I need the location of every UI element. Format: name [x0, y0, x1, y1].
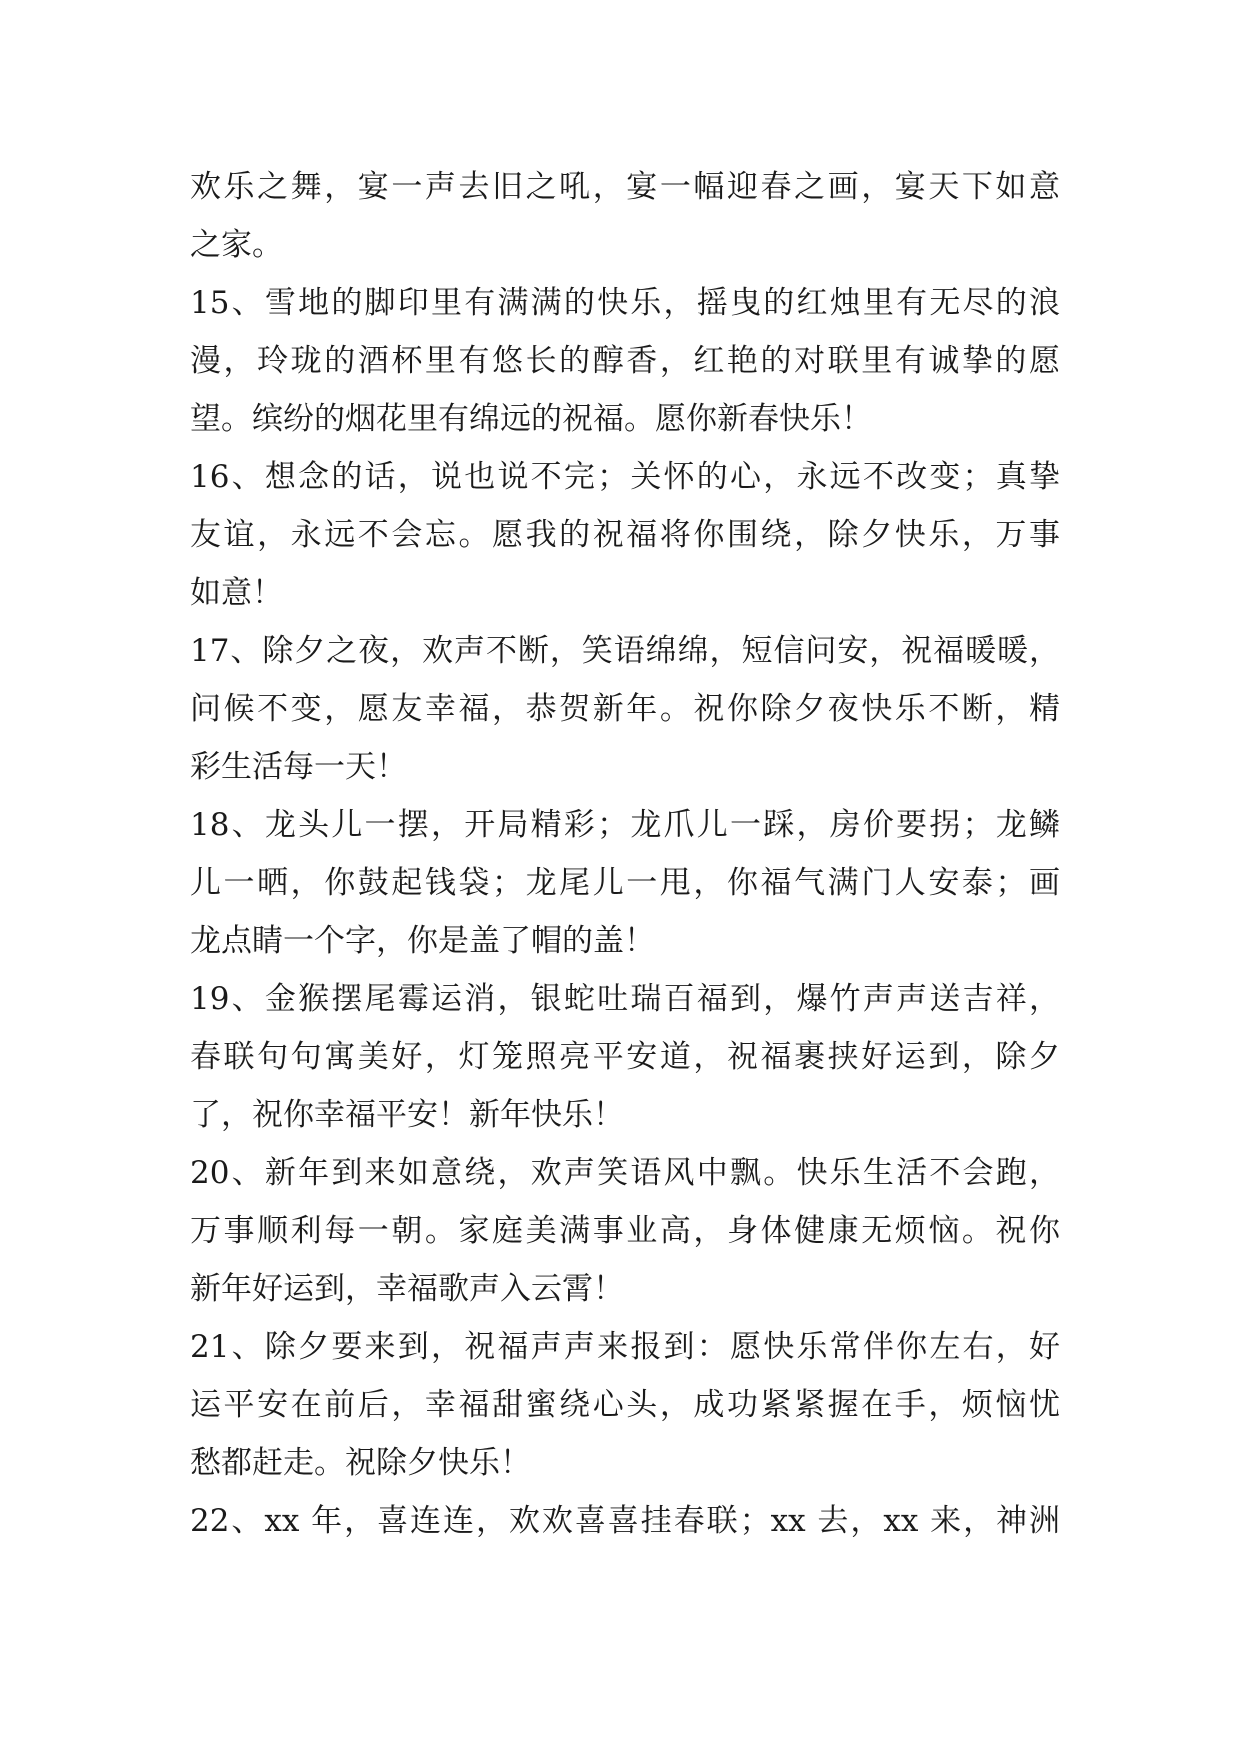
text-line: 16、想念的话，说也说不完；关怀的心，永远不改变；真挚 [190, 459, 1060, 495]
text-line: 漫，玲珑的酒杯里有悠长的醇香，红艳的对联里有诚挚的愿 [190, 343, 1060, 379]
text-line: 愁都赶走。祝除夕快乐！ [190, 1445, 531, 1481]
text-line: 望。缤纷的烟花里有绵远的祝福。愿你新春快乐！ [190, 401, 872, 437]
text-line: 欢乐之舞，宴一声去旧之吼，宴一幅迎春之画，宴天下如意 [190, 169, 1060, 205]
text-line: 21、除夕要来到，祝福声声来报到：愿快乐常伴你左右，好 [190, 1329, 1060, 1365]
text-line: 了，祝你幸福平安！新年快乐！ [190, 1097, 624, 1133]
text-line: 彩生活每一天！ [190, 749, 407, 785]
text-line: 运平安在前后，幸福甜蜜绕心头，成功紧紧握在手，烦恼忧 [190, 1387, 1060, 1423]
text-line: 新年好运到，幸福歌声入云霄！ [190, 1271, 624, 1307]
text-line: 龙点睛一个字，你是盖了帽的盖！ [190, 923, 655, 959]
text-line: 万事顺利每一朝。家庭美满事业高，身体健康无烦恼。祝你 [190, 1213, 1060, 1249]
text-line: 17、除夕之夜，欢声不断，笑语绵绵，短信问安，祝福暖暖， [190, 633, 1060, 669]
text-line: 春联句句寓美好，灯笼照亮平安道，祝福裹挟好运到，除夕 [190, 1039, 1060, 1075]
text-line: 如意！ [190, 575, 283, 611]
text-line: 15、雪地的脚印里有满满的快乐，摇曳的红烛里有无尽的浪 [190, 285, 1060, 321]
text-line: 19、金猴摆尾霉运消，银蛇吐瑞百福到，爆竹声声送吉祥， [190, 981, 1060, 1017]
document-body [190, 158, 1060, 1550]
text-line: 之家。 [190, 227, 283, 263]
text-line: 20、新年到来如意绕，欢声笑语风中飘。快乐生活不会跑， [190, 1155, 1060, 1191]
text-line: 问候不变，愿友幸福，恭贺新年。祝你除夕夜快乐不断，精 [190, 691, 1060, 727]
text-line: 儿一晒，你鼓起钱袋；龙尾儿一甩，你福气满门人安泰；画 [190, 865, 1060, 901]
text-line: 友谊，永远不会忘。愿我的祝福将你围绕，除夕快乐，万事 [190, 517, 1060, 553]
text-line: 18、龙头儿一摆，开局精彩；龙爪儿一踩，房价要拐；龙鳞 [190, 807, 1060, 843]
text-line: 22、xx 年，喜连连，欢欢喜喜挂春联；xx 去，xx 来，神洲 [190, 1503, 1060, 1539]
